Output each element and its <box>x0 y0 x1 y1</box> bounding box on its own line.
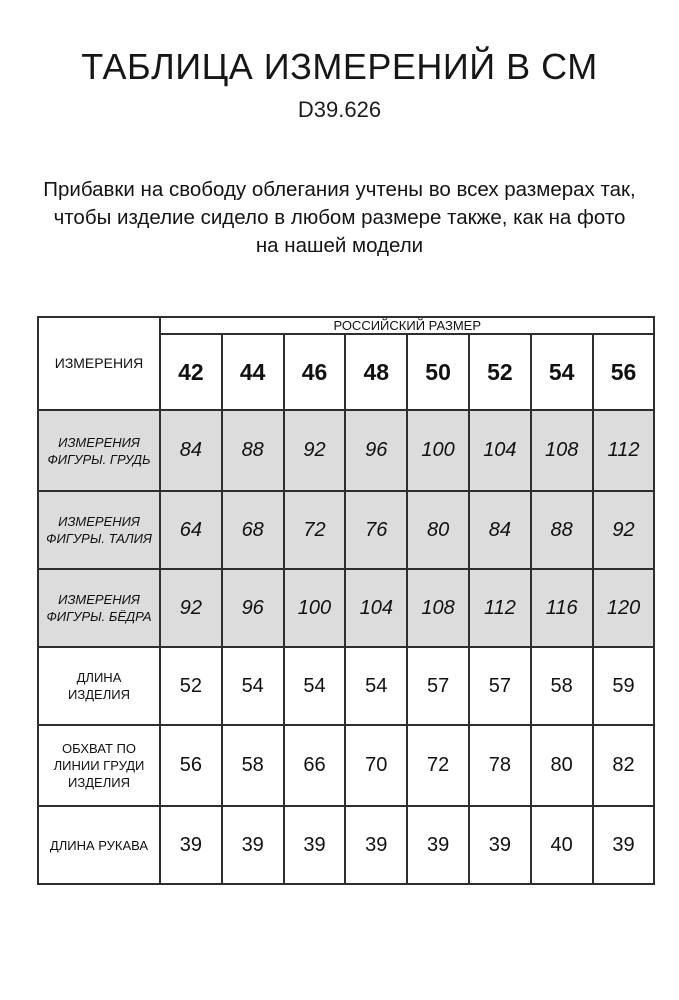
value-cell: 80 <box>531 725 593 806</box>
row-label: ИЗМЕРЕНИЯ ФИГУРЫ. ТАЛИЯ <box>38 491 160 569</box>
value-cell: 39 <box>345 806 407 884</box>
corner-header-cell: ИЗМЕРЕНИЯ <box>38 317 160 410</box>
size-header-cell: 42 <box>160 334 222 410</box>
value-cell: 112 <box>469 569 531 647</box>
value-cell: 80 <box>407 491 469 569</box>
value-cell: 39 <box>284 806 346 884</box>
size-header-cell: 50 <box>407 334 469 410</box>
value-cell: 96 <box>222 569 284 647</box>
value-cell: 92 <box>284 410 346 491</box>
value-cell: 116 <box>531 569 593 647</box>
size-header-cell: 54 <box>531 334 593 410</box>
table-row-sleeve-length <box>38 806 654 884</box>
value-cell: 104 <box>345 569 407 647</box>
value-cell: 59 <box>593 647 655 725</box>
article-code: D39.626 <box>297 97 382 122</box>
value-cell: 39 <box>469 806 531 884</box>
value-cell: 39 <box>160 806 222 884</box>
value-cell: 54 <box>222 647 284 725</box>
size-group-header-cell: РОССИЙСКИЙ РАЗМЕР <box>160 317 654 334</box>
value-cell: 54 <box>284 647 346 725</box>
value-cell: 39 <box>407 806 469 884</box>
value-cell: 57 <box>407 647 469 725</box>
value-cell: 58 <box>531 647 593 725</box>
size-header-cell: 52 <box>469 334 531 410</box>
value-cell: 78 <box>469 725 531 806</box>
value-cell: 58 <box>222 725 284 806</box>
value-cell: 108 <box>407 569 469 647</box>
table-row-bust <box>38 410 654 491</box>
fit-note-line: на нашей модели <box>255 234 424 257</box>
size-table <box>37 316 655 885</box>
value-cell: 54 <box>345 647 407 725</box>
fit-note-line: Прибавки на свободу облегания учтены во всех размерах так, <box>43 178 636 201</box>
table-row-waist <box>38 491 654 569</box>
value-cell: 70 <box>345 725 407 806</box>
value-cell: 64 <box>160 491 222 569</box>
value-cell: 39 <box>222 806 284 884</box>
value-cell: 96 <box>345 410 407 491</box>
row-label: ИЗМЕРЕНИЯ ФИГУРЫ. БЁДРА <box>38 569 160 647</box>
value-cell: 108 <box>531 410 593 491</box>
value-cell: 84 <box>469 491 531 569</box>
value-cell: 112 <box>593 410 655 491</box>
fit-note-line: чтобы изделие сидело в любом размере также, как на фото <box>53 206 626 229</box>
value-cell: 66 <box>284 725 346 806</box>
value-cell: 76 <box>345 491 407 569</box>
value-cell: 88 <box>222 410 284 491</box>
value-cell: 52 <box>160 647 222 725</box>
value-cell: 39 <box>593 806 655 884</box>
table-row-hips <box>38 569 654 647</box>
size-header-cell: 46 <box>284 334 346 410</box>
fit-note <box>0 176 679 260</box>
value-cell: 104 <box>469 410 531 491</box>
table-row-chest-girth <box>38 725 654 806</box>
value-cell: 57 <box>469 647 531 725</box>
page-title: ТАБЛИЦА ИЗМЕРЕНИЙ В СМ <box>81 46 598 87</box>
value-cell: 40 <box>531 806 593 884</box>
value-cell: 100 <box>284 569 346 647</box>
size-header-cell: 56 <box>593 334 655 410</box>
row-label: ДЛИНА ИЗДЕЛИЯ <box>38 647 160 725</box>
table-row-size-group <box>38 317 654 334</box>
value-cell: 84 <box>160 410 222 491</box>
value-cell: 68 <box>222 491 284 569</box>
row-label: ОБХВАТ ПО ЛИНИИ ГРУДИ ИЗДЕЛИЯ <box>38 725 160 806</box>
value-cell: 100 <box>407 410 469 491</box>
value-cell: 56 <box>160 725 222 806</box>
size-header-cell: 44 <box>222 334 284 410</box>
row-label: ДЛИНА РУКАВА <box>38 806 160 884</box>
value-cell: 72 <box>407 725 469 806</box>
row-label: ИЗМЕРЕНИЯ ФИГУРЫ. ГРУДЬ <box>38 410 160 491</box>
value-cell: 82 <box>593 725 655 806</box>
value-cell: 92 <box>593 491 655 569</box>
value-cell: 72 <box>284 491 346 569</box>
table-row-item-length <box>38 647 654 725</box>
value-cell: 92 <box>160 569 222 647</box>
size-header-cell: 48 <box>345 334 407 410</box>
value-cell: 88 <box>531 491 593 569</box>
value-cell: 120 <box>593 569 655 647</box>
